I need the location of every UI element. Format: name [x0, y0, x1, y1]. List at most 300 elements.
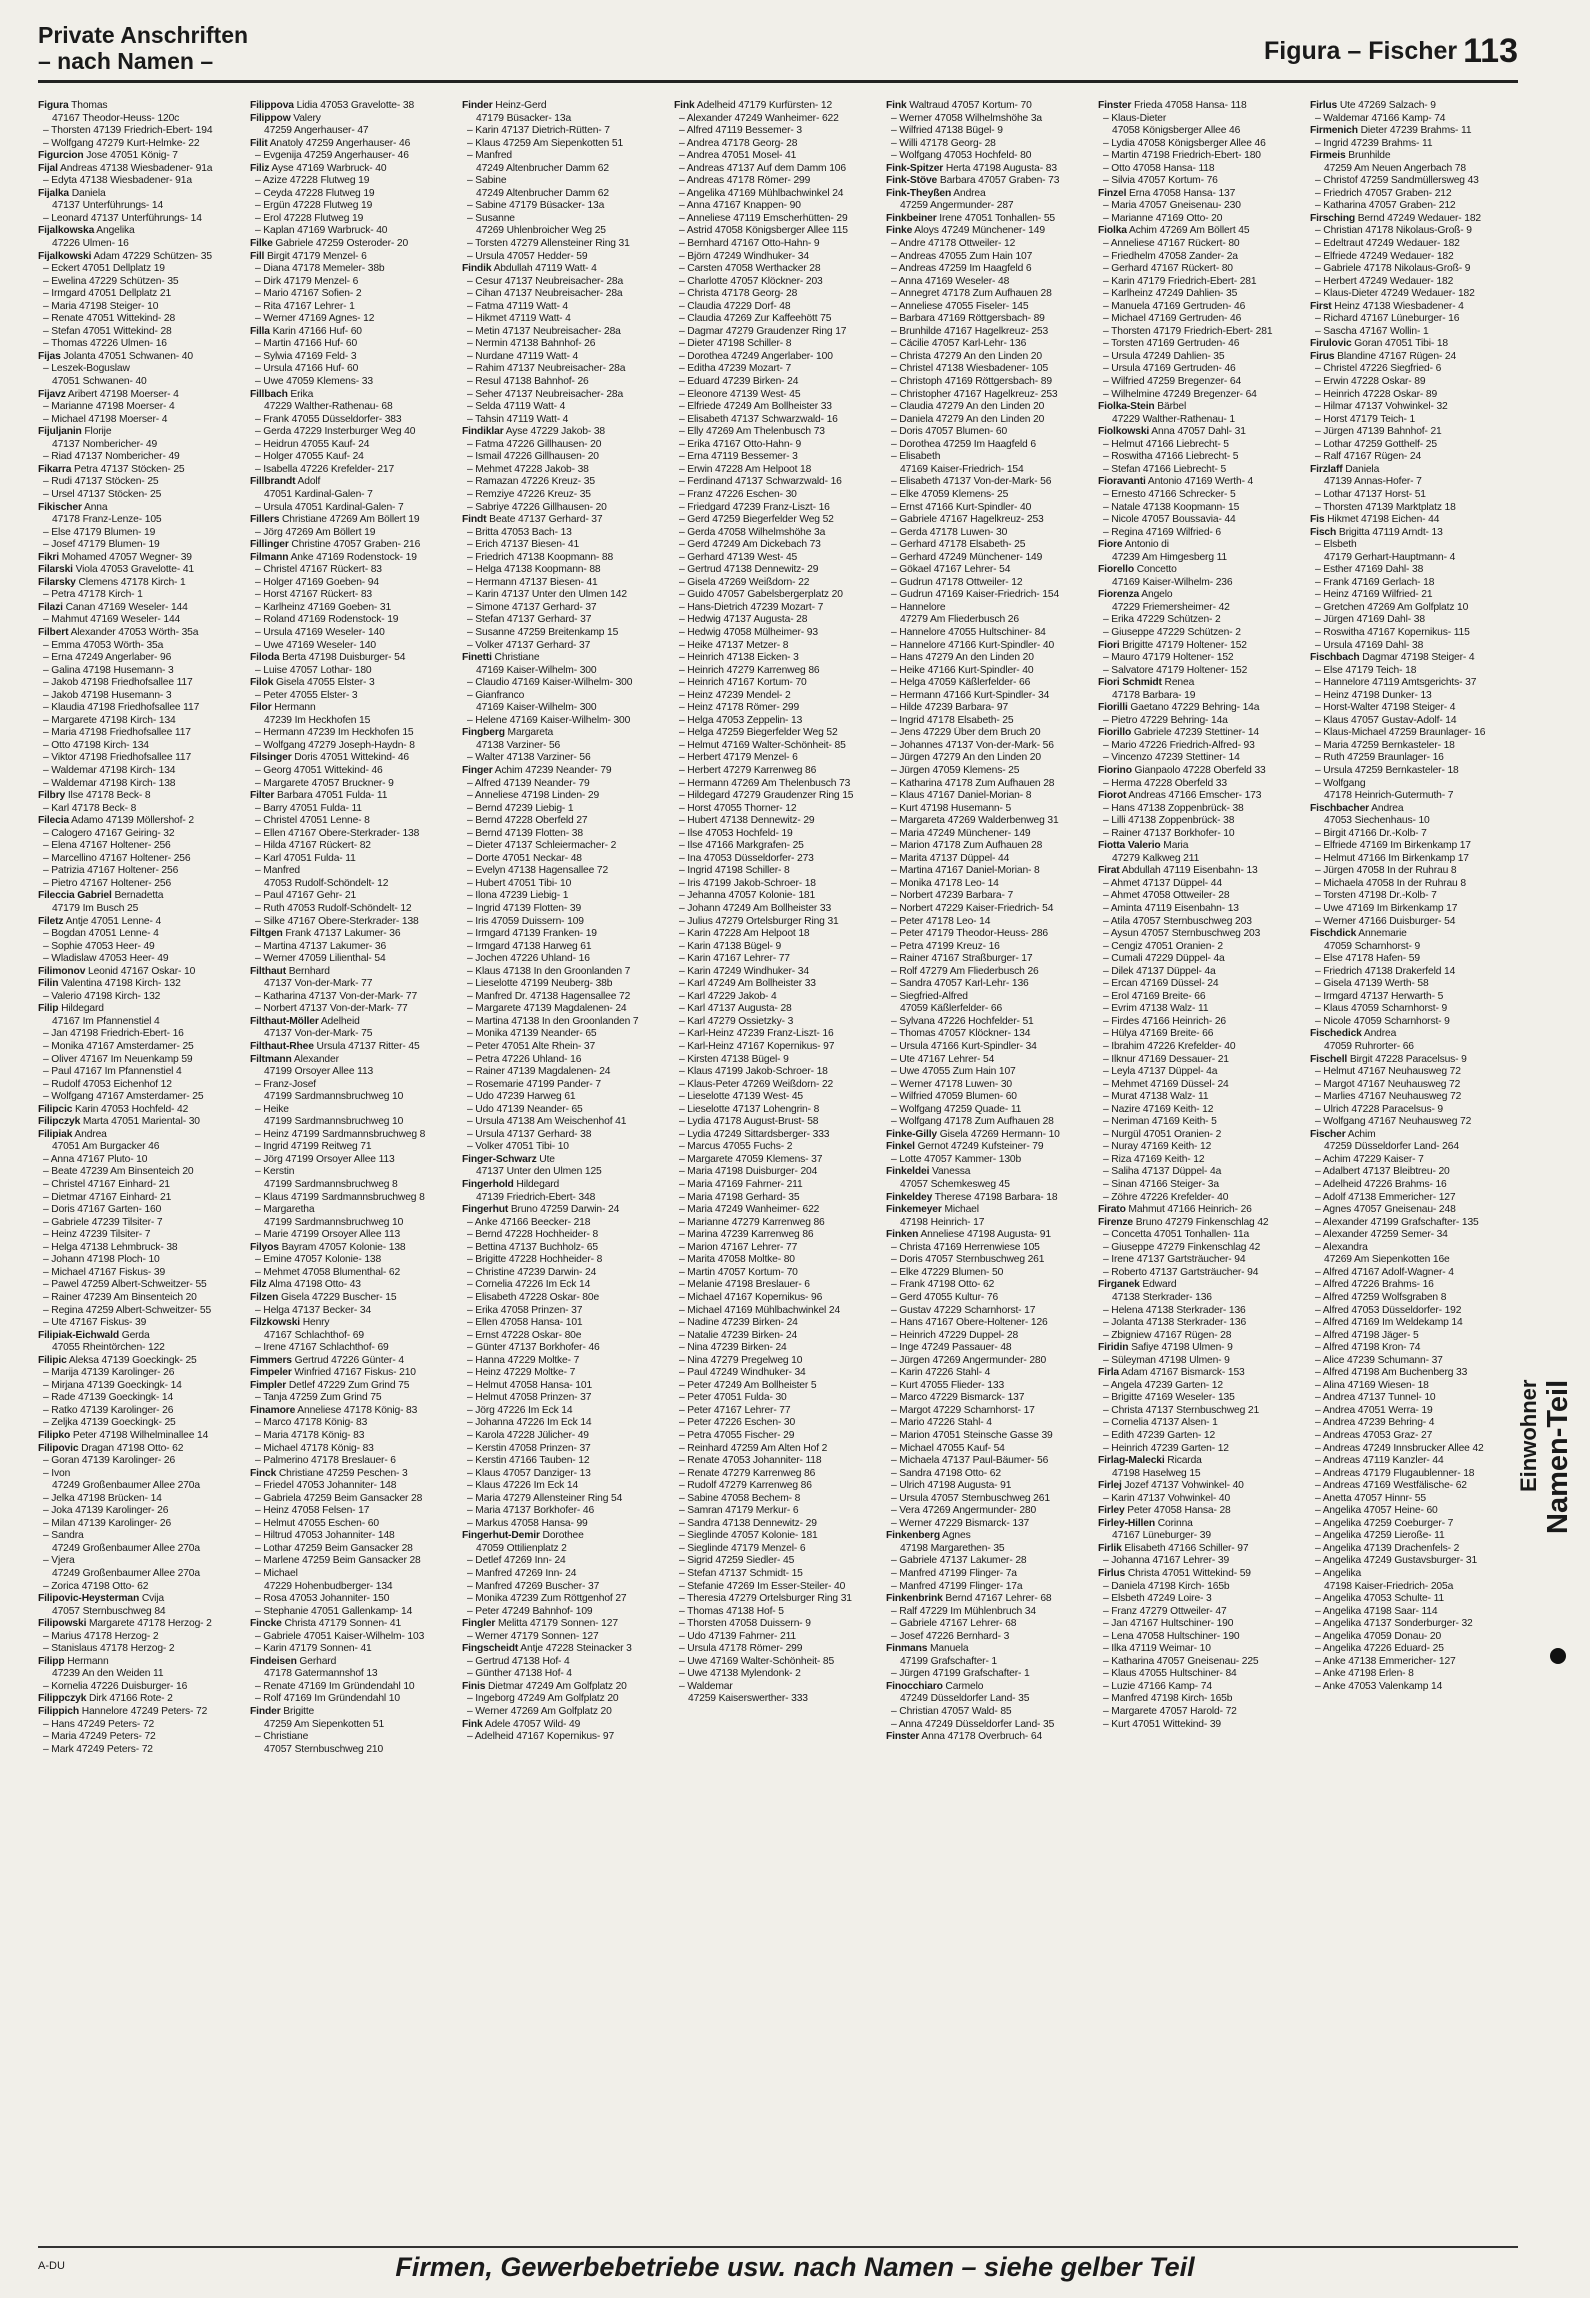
directory-entry [886, 389, 1094, 402]
directory-entry [674, 853, 882, 866]
directory-entry [462, 1229, 670, 1242]
entry-details: – Peter 47226 Eschen- 30 [679, 1417, 796, 1429]
directory-entry [1098, 765, 1306, 778]
directory-entry [462, 213, 670, 226]
entry-details: – Nurdane 47119 Watt- 4 [467, 350, 579, 362]
directory-entry [38, 1317, 246, 1330]
entry-details: – Rahim 47137 Neubreisacher- 28a [467, 363, 626, 375]
entry-details: – Karin 47137 Unter den Ulmen 142 [467, 589, 627, 601]
entry-details: Heinz-Gerd [492, 100, 547, 111]
entry-details: – Klaus 47226 Im Eck 14 [467, 1480, 579, 1492]
entry-details: – Wilfried 47059 Blumen- 60 [891, 1091, 1017, 1103]
directory-entry [38, 1380, 246, 1393]
surname: Filipic [38, 1354, 67, 1366]
entry-details: – Jakob 47198 Friedhofsallee 117 [43, 677, 193, 689]
entry-details: – Heinz 47199 Sardmannsbruchweg 8 [255, 1128, 426, 1140]
entry-details: – Gerd 47055 Kultur- 76 [891, 1291, 999, 1303]
directory-entry [674, 564, 882, 577]
entry-details: – Stefan 47166 Liebrecht- 5 [1103, 463, 1227, 475]
entry-details: – Karin 47226 Stahl- 4 [891, 1367, 991, 1379]
directory-entry [1310, 740, 1518, 753]
directory-entry [462, 752, 670, 765]
entry-details: Adolf [295, 476, 321, 488]
directory-entry [886, 1656, 1094, 1669]
entry-details: – Herbert 47179 Menzel- 6 [679, 752, 798, 764]
entry-details: – Hannelore 47055 Hultschiner- 84 [891, 626, 1046, 638]
entry-details: – Wolfgang 47279 Kurt-Helmke- 22 [43, 137, 200, 149]
directory-entry [886, 978, 1094, 991]
entry-details: Leonid 47167 Oskar- 10 [85, 965, 196, 977]
directory-entry [250, 978, 458, 991]
directory-entry [250, 1530, 458, 1543]
directory-entry [38, 828, 246, 841]
entry-details: – Kerstin 47166 Tauben- 12 [467, 1455, 590, 1467]
entry-details: – Norbert 47137 Von-der-Mark- 77 [255, 1003, 408, 1015]
directory-entry [674, 175, 882, 188]
directory-entry [886, 125, 1094, 138]
surname: Fincke [250, 1618, 282, 1630]
entry-details: 47269 Am Siepenkotten 16e [1324, 1254, 1450, 1266]
entry-details: – Klaudia 47198 Friedhofsallee 117 [43, 702, 200, 714]
directory-entry [38, 1668, 246, 1681]
entry-details: – Heike 47137 Metzer- 8 [679, 639, 789, 651]
entry-details: – Karl 47249 Am Bollheister 33 [679, 978, 816, 990]
directory-entry [1310, 150, 1518, 163]
surname: Filipovic [38, 1442, 79, 1454]
surname: Fischdick [1310, 928, 1357, 940]
directory-entry [250, 778, 458, 791]
entry-details: – Luise 47057 Lothar- 180 [255, 664, 372, 676]
entry-details: – Heinrich 47279 Karrenweg 86 [679, 664, 820, 676]
directory-entry [674, 1342, 882, 1355]
entry-details: 47178 Gatermannshof 13 [264, 1668, 378, 1680]
directory-entry [250, 740, 458, 753]
entry-details: – Lieselotte 47137 Lohengrin- 8 [679, 1103, 820, 1115]
directory-entry [462, 426, 670, 439]
entry-details: – Alfred 47167 Adolf-Wagner- 4 [1315, 1266, 1454, 1278]
directory-entry [38, 301, 246, 314]
directory-entry [38, 1104, 246, 1117]
directory-entry [38, 213, 246, 226]
directory-entry [250, 903, 458, 916]
surname: Fijas [38, 350, 61, 362]
entry-details: – Marie 47199 Orsoyer Allee 113 [255, 1229, 401, 1241]
directory-entry [886, 627, 1094, 640]
entry-details: Renea [1161, 677, 1195, 689]
directory-entry [250, 665, 458, 678]
entry-details: Christiane [491, 652, 540, 664]
directory-entry [250, 163, 458, 176]
entry-details: 47199 Orsoyer Allee 113 [264, 1066, 374, 1078]
directory-entry [1098, 978, 1306, 991]
entry-details: – Marcus 47055 Fuchs- 2 [679, 1141, 793, 1153]
entry-details: Ayse 47169 Warbruck- 40 [269, 162, 387, 174]
directory-entry [250, 238, 458, 251]
directory-entry [674, 451, 882, 464]
surname: Filetz [38, 915, 64, 927]
directory-entry [38, 1342, 246, 1355]
entry-details: – Gabriele 47167 Hagelkreuz- 253 [891, 514, 1044, 526]
directory-entry [674, 502, 882, 515]
directory-entry [1098, 665, 1306, 678]
directory-entry [1310, 338, 1518, 351]
entry-details: – Rainer 47139 Magdalenen- 24 [467, 1066, 611, 1078]
surname: Filipiak [38, 1128, 73, 1140]
entry-details: Petra 47137 Stöcken- 25 [71, 463, 185, 475]
entry-details: – Michael 47055 Kauf- 54 [891, 1442, 1005, 1454]
directory-entry [38, 1028, 246, 1041]
directory-entry [462, 890, 670, 903]
entry-details: Karin 47166 Huf- 60 [269, 325, 362, 337]
entry-details: Adelheid [318, 1015, 360, 1027]
surname: Filipcic [38, 1103, 73, 1115]
directory-entry [1098, 288, 1306, 301]
entry-details: Hildegard [513, 1179, 560, 1191]
entry-details: – Oliver 47167 Im Neuenkamp 59 [43, 1053, 193, 1065]
entry-details: Christa 47051 Wittekind- 59 [1125, 1567, 1251, 1579]
entry-details: Erika [287, 388, 314, 400]
entry-details: Manuela [927, 1643, 969, 1655]
surname: Finger-Schwarz [462, 1153, 537, 1165]
entry-details: – Kurt 47051 Wittekind- 39 [1103, 1718, 1222, 1730]
directory-entry [886, 1706, 1094, 1719]
entry-details: – Elisabeth 47137 Schwarzwald- 16 [679, 413, 838, 425]
directory-entry [250, 1054, 458, 1067]
directory-entry [674, 1367, 882, 1380]
directory-entry [1098, 790, 1306, 803]
directory-entry [1098, 752, 1306, 765]
directory-entry [674, 878, 882, 891]
entry-details: – Alexander 47199 Grafschafter- 135 [1315, 1216, 1479, 1228]
directory-entry [886, 1116, 1094, 1129]
surname: Filipovic-Heysterman [38, 1593, 140, 1605]
surname: Fiolka [1098, 225, 1127, 237]
directory-entry [886, 426, 1094, 439]
entry-details: 47259 Kaiserswerther- 333 [688, 1693, 808, 1705]
entry-details: – Monika 47178 Leo- 14 [891, 877, 999, 889]
entry-details: – Barry 47051 Fulda- 11 [255, 802, 362, 814]
directory-entry [250, 1104, 458, 1117]
directory-entry [462, 640, 670, 653]
directory-column-3 [462, 100, 670, 2230]
directory-entry [886, 752, 1094, 765]
entry-details: – Roberto 47137 Gartsträucher- 94 [1103, 1266, 1259, 1278]
entry-details: – Marco 47178 König- 83 [255, 1417, 368, 1429]
entry-details: – Resul 47138 Bahnhof- 26 [467, 376, 589, 388]
directory-entry [462, 1317, 670, 1330]
entry-details: – Lydia 47249 Sittardsberger- 333 [679, 1128, 830, 1140]
directory-entry [886, 715, 1094, 728]
entry-details: – Carsten 47058 Werthacker 28 [679, 263, 821, 275]
directory-entry [886, 1518, 1094, 1531]
directory-entry [1098, 1054, 1306, 1067]
directory-entry [250, 690, 458, 703]
entry-details: – Evelyn 47138 Hagensallee 72 [467, 865, 609, 877]
entry-details: Achim 47269 Am Böllert 45 [1126, 225, 1250, 237]
directory-entry [674, 1543, 882, 1556]
entry-details: – Karl 47229 Jakob- 4 [679, 990, 777, 1002]
directory-entry [1310, 263, 1518, 276]
entry-details: – Margarete 47059 Klemens- 37 [679, 1153, 823, 1165]
entry-details: – Klaus-Peter 47269 Weißdorn- 22 [679, 1078, 834, 1090]
entry-details: 47259 Am Siepenkotten 51 [264, 1718, 385, 1730]
directory-entry [674, 1217, 882, 1230]
entry-details: – Maria 47178 König- 83 [255, 1429, 365, 1441]
entry-details: – Birgit 47166 Dr.-Kolb- 7 [1315, 827, 1427, 839]
surname: Filthaut-Möller [250, 1015, 319, 1027]
directory-entry [674, 1141, 882, 1154]
entry-details: – Jens 47229 Über dem Bruch 20 [891, 727, 1041, 739]
entry-details: Christa 47179 Sonnen- 41 [281, 1618, 402, 1630]
directory-entry [1098, 1518, 1306, 1531]
entry-details: Gisela 47229 Buscher- 15 [278, 1291, 397, 1303]
directory-entry [462, 1468, 670, 1481]
surname: Finke [886, 225, 913, 237]
entry-details: – Marius 47178 Herzog- 2 [43, 1630, 159, 1642]
directory-entry [250, 1091, 458, 1104]
entry-details: – Udo 47139 Fahrner- 211 [679, 1630, 796, 1642]
directory-entry [1098, 803, 1306, 816]
directory-entry [250, 1355, 458, 1368]
directory-entry [886, 414, 1094, 427]
entry-details: – Cornelia 47226 Im Eck 14 [467, 1279, 591, 1291]
entry-details: – Marlies 47167 Neuhausweg 72 [1315, 1091, 1462, 1103]
entry-details: – Helene 47169 Kaiser-Wilhelm- 300 [467, 714, 631, 726]
entry-details: – Helga 47053 Zeppelin- 13 [679, 714, 803, 726]
directory-entry [674, 138, 882, 151]
directory-entry [1098, 740, 1306, 753]
entry-details: – Ilka 47119 Weimar- 10 [1103, 1643, 1211, 1655]
entry-details: – Andreas 47119 Kanzler- 44 [1315, 1455, 1444, 1467]
entry-details: – Roswitha 47167 Kopernikus- 115 [1315, 626, 1470, 638]
entry-details: – Kaplan 47169 Warbruck- 40 [255, 225, 388, 237]
directory-entry [462, 1154, 670, 1167]
directory-entry [250, 451, 458, 464]
directory-entry [674, 1317, 882, 1330]
entry-details: Anatoly 47259 Angerhauser- 46 [267, 137, 411, 149]
entry-details: – Uwe 47059 Klemens- 33 [255, 376, 373, 388]
directory-entry [1098, 389, 1306, 402]
entry-details: – Helena 47138 Sterkrader- 136 [1103, 1304, 1246, 1316]
entry-details: – Maria 47057 Gneisenau- 230 [1103, 200, 1241, 212]
directory-entry [1310, 514, 1518, 527]
entry-details: Brigitte [280, 1706, 315, 1717]
directory-entry [886, 451, 1094, 464]
entry-details: – Irmgard 47137 Herwarth- 5 [1315, 990, 1444, 1002]
entry-details: – Thorsten 47139 Marktplatz 18 [1315, 501, 1456, 513]
entry-details: – Werner 47169 Agnes- 12 [255, 313, 375, 325]
entry-details: – Peter 47051 Fulda- 30 [679, 1392, 787, 1404]
entry-details: Maria [1160, 840, 1189, 852]
entry-details: Annemarie [1356, 928, 1407, 940]
entry-details: – Maria 47249 Wanheimer- 622 [679, 1204, 820, 1216]
surname: Fikri [38, 551, 59, 563]
entry-details: – Jürgen 47139 Bahnhof- 21 [1315, 426, 1442, 438]
entry-details: – Andrea 47178 Georg- 28 [679, 137, 798, 149]
surname: Filimonov [38, 965, 86, 977]
directory-entry [1098, 1041, 1306, 1054]
directory-column-4 [674, 100, 882, 2230]
directory-entry [1098, 966, 1306, 979]
directory-column-6 [1098, 100, 1306, 2230]
entry-details: Marta 47051 Mariental- 30 [80, 1116, 200, 1128]
entry-details: – Palmerino 47178 Breslauer- 6 [255, 1455, 396, 1467]
directory-entry [886, 263, 1094, 276]
directory-entry [250, 1079, 458, 1092]
entry-details: Erna 47058 Hansa- 137 [1126, 187, 1236, 199]
entry-details: – Thorsten 47179 Friedrich-Ebert- 281 [1103, 325, 1273, 337]
directory-entry [1098, 1154, 1306, 1167]
entry-details: – Bernd 47228 Oberfeld 27 [467, 815, 588, 827]
directory-entry [674, 1041, 882, 1054]
directory-entry [1310, 1543, 1518, 1556]
directory-entry [1098, 652, 1306, 665]
directory-entry [1098, 614, 1306, 627]
directory-entry [462, 1028, 670, 1041]
surname: Fijuljanin [38, 426, 82, 438]
entry-details: Canan 47169 Weseler- 144 [62, 601, 188, 613]
directory-entry [38, 640, 246, 653]
entry-details: – Mehmet 47169 Düssel- 24 [1103, 1078, 1229, 1090]
entry-details: – Klaus 47057 Danziger- 13 [467, 1467, 591, 1479]
entry-details: 47279 Kalkweg 211 [1112, 852, 1200, 864]
entry-details: 47259 Angermunder- 287 [900, 200, 1014, 212]
entry-details: – Alfred 47119 Bessemer- 3 [679, 125, 802, 137]
directory-entry [250, 414, 458, 427]
directory-entry [250, 351, 458, 364]
entry-details: Waltraud 47057 Kortum- 70 [906, 100, 1032, 111]
entry-details: – Helga 47259 Biegerfelder Weg 52 [679, 727, 838, 739]
surname: Firus [1310, 350, 1335, 362]
directory-entry [886, 351, 1094, 364]
entry-details: – Franz-Josef [255, 1078, 316, 1090]
directory-entry [1310, 1443, 1518, 1456]
entry-details: – Norbert 47239 Barbara- 7 [891, 890, 1014, 902]
entry-details: Hikmet 47198 Eichen- 44 [1324, 514, 1440, 526]
directory-entry [1098, 451, 1306, 464]
directory-entry [462, 1455, 670, 1468]
entry-details: Brigitta 47119 Arndt- 13 [1336, 526, 1443, 538]
entry-details: – Werner 47166 Duisburger- 54 [1315, 915, 1456, 927]
directory-entry [674, 1618, 882, 1631]
entry-details: – Rudi 47137 Stöcken- 25 [43, 476, 159, 488]
directory-entry [674, 627, 882, 640]
entry-details: – Evrim 47138 Walz- 11 [1103, 1003, 1209, 1015]
entry-details: Brigitte 47179 Holtener- 152 [1119, 639, 1247, 651]
directory-entry [1310, 941, 1518, 954]
entry-details: – Anneliese 47198 Linden- 29 [467, 790, 600, 802]
entry-details: – Susanne 47259 Breitenkamp 15 [467, 626, 619, 638]
directory-entry [886, 1593, 1094, 1606]
entry-details: – Ralf 47167 Rügen- 24 [1315, 451, 1422, 463]
directory-entry [674, 1254, 882, 1267]
entry-details: – Peter 47249 Bahnhof- 109 [467, 1605, 593, 1617]
directory-entry [886, 1643, 1094, 1656]
directory-entry [1098, 1468, 1306, 1481]
surname: Filthaut-Rhee [250, 1041, 314, 1053]
entry-details: – Wladislaw 47053 Heer- 49 [43, 953, 169, 965]
directory-entry [250, 1480, 458, 1493]
section-title [38, 22, 248, 74]
surname: Fiori [1098, 639, 1120, 651]
entry-details: – Simone 47137 Gerhard- 37 [467, 601, 597, 613]
entry-details: – Ursula 47169 Gertruden- 46 [1103, 363, 1236, 375]
entry-details: – Adolf 47138 Emmericher- 127 [1315, 1191, 1456, 1203]
directory-entry [38, 953, 246, 966]
directory-entry [674, 589, 882, 602]
directory-entry [674, 1154, 882, 1167]
entry-details: – Neriman 47169 Keith- 5 [1103, 1116, 1217, 1128]
directory-entry [1310, 175, 1518, 188]
directory-entry [38, 238, 246, 251]
directory-entry [38, 1643, 246, 1656]
entry-details: – Elena 47167 Holtener- 256 [43, 840, 171, 852]
directory-entry [1098, 489, 1306, 502]
entry-details: Alexander 47053 Wörth- 35a [68, 626, 199, 638]
entry-details: Valery [290, 112, 321, 124]
entry-details: – Paul 47249 Windhuker- 34 [679, 1367, 806, 1379]
directory-entry [1098, 1706, 1306, 1719]
entry-details: Gertrud 47226 Günter- 4 [291, 1354, 404, 1366]
entry-details: – Karlheinz 47249 Dahlien- 35 [1103, 288, 1238, 300]
directory-entry [1310, 376, 1518, 389]
directory-entry [1310, 1568, 1518, 1581]
entry-details: – Michaela 47058 In der Ruhrau 8 [1315, 877, 1466, 889]
entry-details: – Ursula 47166 Huf- 60 [255, 363, 359, 375]
surname: Fiorilli [1098, 702, 1128, 714]
entry-details: – Hans 47279 An den Linden 20 [891, 652, 1034, 664]
entry-details: Heinz 47138 Wiesbadener- 4 [1331, 300, 1464, 312]
directory-entry [1098, 1104, 1306, 1117]
directory-entry [886, 276, 1094, 289]
directory-entry [1098, 1003, 1306, 1016]
entry-details: – Alexander 47259 Semer- 34 [1315, 1229, 1448, 1241]
entry-details: Dietmar 47249 Am Golfplatz 20 [485, 1680, 627, 1692]
entry-details: 47169 Kaiser-Friedrich- 154 [900, 463, 1024, 475]
directory-entry [38, 1154, 246, 1167]
directory-entry [886, 614, 1094, 627]
entry-details: – Zbigniew 47167 Rügen- 28 [1103, 1329, 1232, 1341]
entry-details: – Michael 47169 Mühlbachwinkel 24 [679, 1304, 841, 1316]
directory-entry [1098, 113, 1306, 126]
directory-entry [674, 828, 882, 841]
directory-entry [462, 1129, 670, 1142]
surname: Finkeldey [886, 1191, 933, 1203]
directory-entry [38, 1568, 246, 1581]
entry-details: – Brigitte 47169 Weseler- 135 [1103, 1392, 1235, 1404]
directory-entry [1310, 564, 1518, 577]
directory-entry [250, 1392, 458, 1405]
entry-details: – Erika 47167 Otto-Hahn- 9 [679, 438, 802, 450]
directory-entry [886, 363, 1094, 376]
entry-details: Cvija [139, 1593, 165, 1605]
entry-details: Henry [300, 1317, 330, 1329]
entry-details: – Ralf 47229 Im Mühlenbruch 34 [891, 1605, 1036, 1617]
directory-entry [1098, 828, 1306, 841]
directory-entry [38, 1468, 246, 1481]
entry-details: – Ina 47053 Düsseldorfer- 273 [679, 852, 814, 864]
surname: Filipczyk [38, 1116, 81, 1128]
directory-entry [250, 627, 458, 640]
entry-details: – Marianne 47169 Otto- 20 [1103, 212, 1223, 224]
entry-details: – Silke 47167 Obere-Sterkrader- 138 [255, 915, 419, 927]
directory-column-1 [38, 100, 246, 2230]
directory-entry [38, 1091, 246, 1104]
surname: Fiolkowski [1098, 426, 1150, 438]
entry-details: – Claudio 47169 Kaiser-Wilhelm- 300 [467, 677, 633, 689]
entry-details: – Maria 47249 Münchener- 149 [891, 827, 1031, 839]
entry-details: – Peter 47249 Am Bollheister 5 [679, 1379, 817, 1391]
